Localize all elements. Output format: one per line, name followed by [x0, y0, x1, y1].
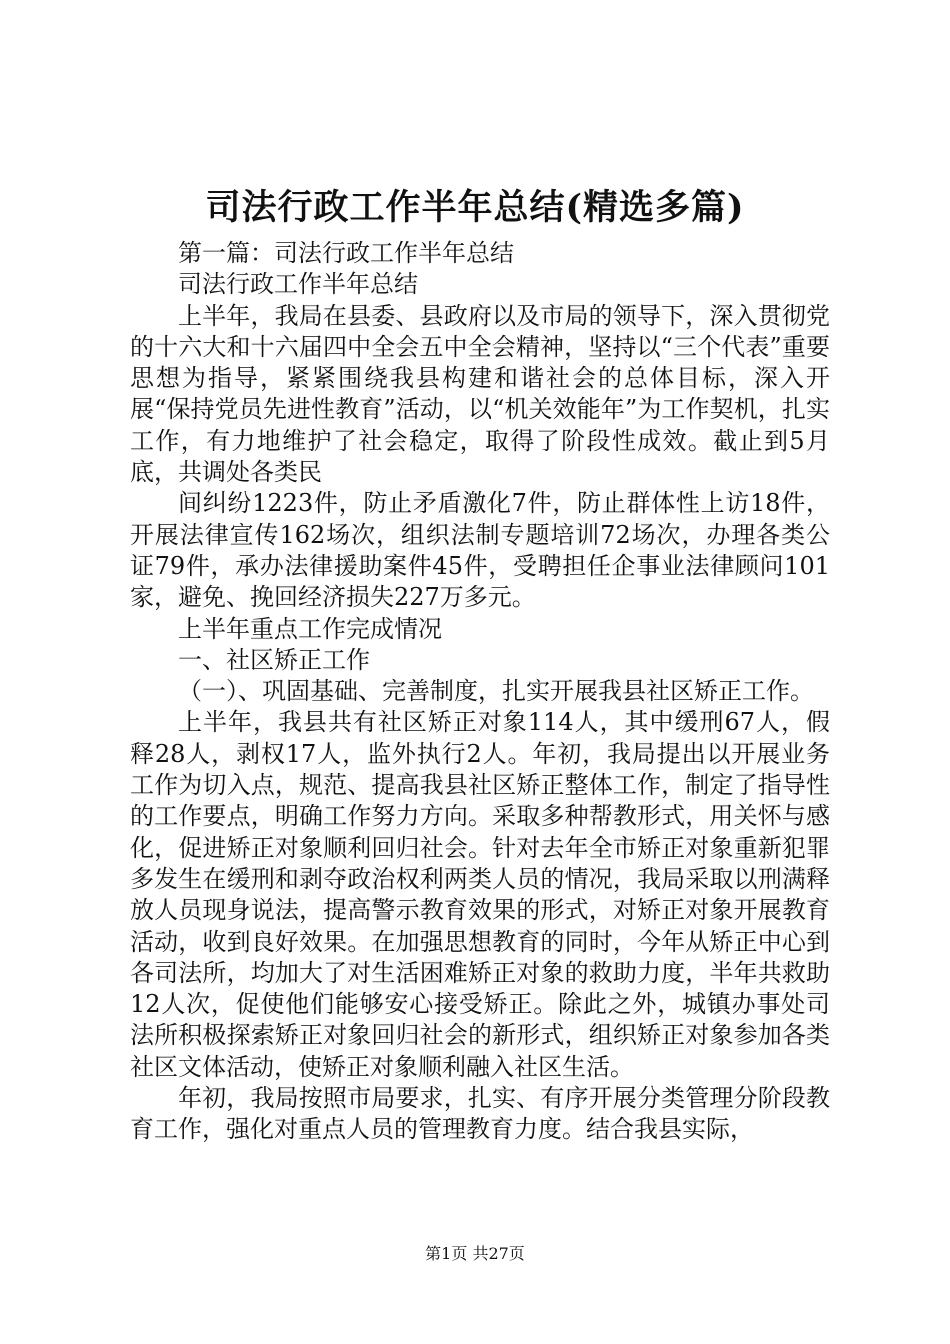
- paragraph-statistics: 间纠纷1223件，防止矛盾激化7件，防止群体性上访18件，开展法律宣传162场次，组织法制专题培训72场次，办理各类公证79件，承办法律援助案件45件，受聘担任企事业法律顾问101家，避免、挽回经济损失227万多元。: [130, 489, 830, 612]
- document-title: 司法行政工作半年总结(精选多篇): [205, 187, 745, 228]
- paragraph-classification-management: 年初，我局按照市局要求，扎实、有序开展分类管理分阶段教育工作，强化对重点人员的管理教育力度。结合我县实际，: [130, 1084, 830, 1144]
- subheading: 司法行政工作半年总结: [178, 270, 418, 299]
- heading-section-1: 一、社区矫正工作: [178, 645, 370, 674]
- heading-subsection-1: （一）、巩固基础、完善制度，扎实开展我县社区矫正工作。: [178, 677, 814, 706]
- paragraph-intro: 上半年，我局在县委、县政府以及市局的领导下，深入贯彻党的十六大和十六届四中全会五中全会精神，坚持以“三个代表”重要思想为指导，紧紧围绕我县构建和谐社会的总体目标，深入开展“保持党员先进性教育”活动，以“机关效能年”为工作契机，扎实工作，有力地维护了社会稳定，取得了阶段性成效。截止到5月底，共调处各类民: [130, 301, 830, 487]
- page-number-footer: 第1页 共27页: [425, 1244, 525, 1263]
- paragraph-community-correction: 上半年，我县共有社区矫正对象114人，其中缓刑67人，假释28人，剥权17人，监外执行2人。年初，我局提出以开展业务工作为切入点，规范、提高我县社区矫正整体工作，制定了指导性的工作要点，明确工作努力方向。采取多种帮教形式，用关怀与感化，促进矫正对象顺利回归社会。针对去年全市矫正对象重新犯罪多发生在缓刑和剥夺政治权利两类人员的情况，我局采取以刑满释放人员现身说法，提高警示教育效果的形式，对矫正对象开展教育活动，收到良好效果。在加强思想教育的同时，今年从矫正中心到各司法所，均加大了对生活困难矫正对象的救助力度，半年共救助12人次，促使他们能够安心接受矫正。除此之外，城镇办事处司法所积极探索矫正对象回归社会的新形式，组织矫正对象参加各类社区文体活动，使矫正对象顺利融入社区生活。: [130, 708, 830, 1081]
- heading-key-work: 上半年重点工作完成情况: [178, 614, 442, 643]
- section-heading: 第一篇：司法行政工作半年总结: [178, 239, 514, 267]
- document-body: [130, 238, 830, 1146]
